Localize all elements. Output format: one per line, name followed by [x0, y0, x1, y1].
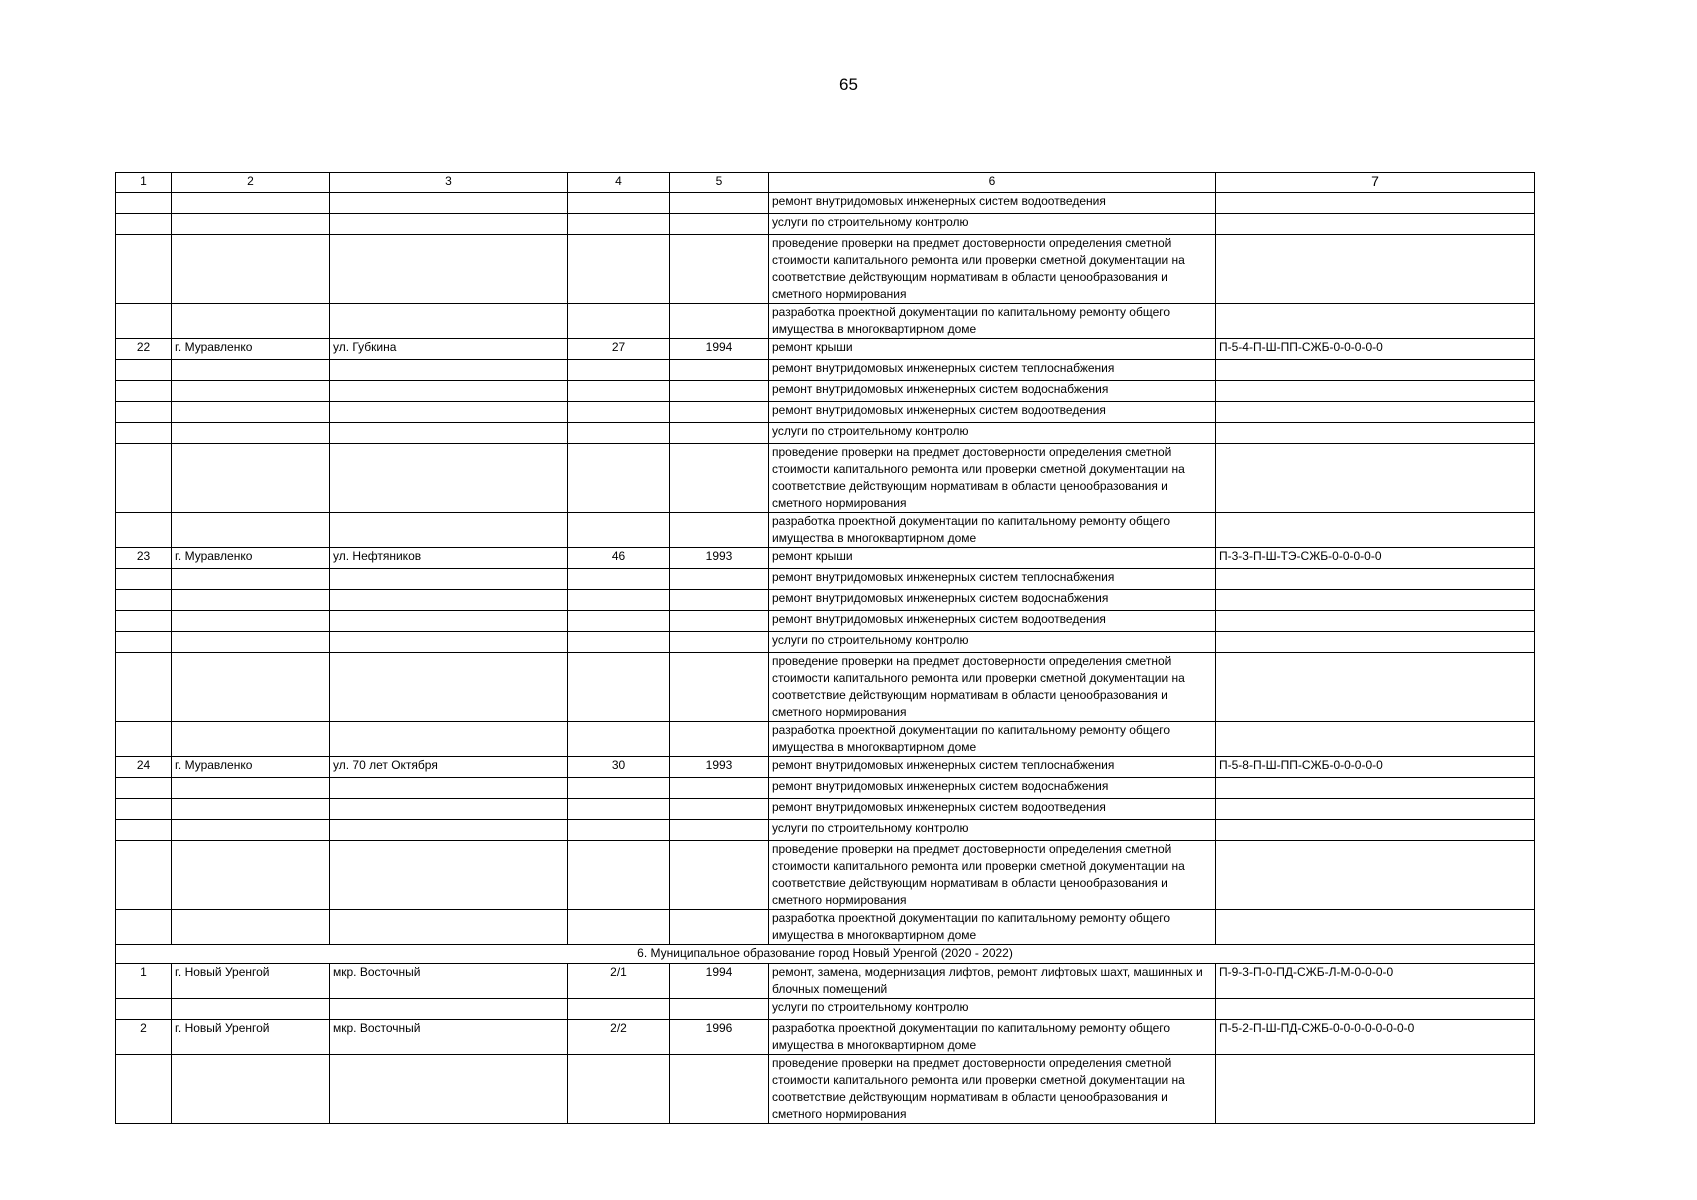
cell-year-built [670, 214, 769, 235]
cell-work-type: проведение проверки на предмет достоверности определения сметной стоимости капитального ремонта или проверки сметной документации на соответствие действующим нормативам в области ценообразования и сметного нормирования [769, 653, 1216, 722]
cell-row-number [116, 569, 172, 590]
table-row [116, 235, 1535, 304]
cell-row-number [116, 304, 172, 339]
cell-city [172, 632, 330, 653]
cell-row-number [116, 193, 172, 214]
table-row [116, 632, 1535, 653]
cell-city: г. Новый Уренгой [172, 1020, 330, 1055]
cell-row-number [116, 722, 172, 757]
cell-house-number [568, 402, 670, 423]
table-row [116, 444, 1535, 513]
cell-building-code [1216, 304, 1535, 339]
cell-year-built [670, 799, 769, 820]
cell-street: мкр. Восточный [330, 964, 568, 999]
header-col-3: 3 [330, 173, 568, 193]
cell-work-type: услуги по строительному контролю [769, 820, 1216, 841]
cell-street [330, 193, 568, 214]
table-row [116, 611, 1535, 632]
cell-year-built [670, 722, 769, 757]
cell-house-number [568, 632, 670, 653]
cell-street [330, 569, 568, 590]
cell-city [172, 999, 330, 1020]
cell-city: г. Новый Уренгой [172, 964, 330, 999]
cell-building-code [1216, 653, 1535, 722]
cell-row-number [116, 444, 172, 513]
cell-street [330, 653, 568, 722]
cell-year-built [670, 841, 769, 910]
cell-work-type: ремонт внутридомовых инженерных систем водоотведения [769, 193, 1216, 214]
cell-year-built [670, 569, 769, 590]
table-row [116, 381, 1535, 402]
cell-row-number [116, 1055, 172, 1124]
cell-work-type: ремонт внутридомовых инженерных систем водоотведения [769, 611, 1216, 632]
table-row [116, 513, 1535, 548]
cell-building-code [1216, 820, 1535, 841]
cell-building-code [1216, 402, 1535, 423]
cell-street [330, 1055, 568, 1124]
header-row [116, 173, 1535, 193]
cell-building-code: П-5-4-П-Ш-ПП-СЖБ-0-0-0-0-0 [1216, 339, 1535, 360]
cell-street [330, 381, 568, 402]
cell-house-number [568, 653, 670, 722]
cell-house-number [568, 360, 670, 381]
cell-street: мкр. Восточный [330, 1020, 568, 1055]
cell-city [172, 513, 330, 548]
cell-street [330, 778, 568, 799]
cell-year-built [670, 910, 769, 945]
cell-building-code: П-3-3-П-Ш-ТЭ-СЖБ-0-0-0-0-0 [1216, 548, 1535, 569]
table-row [116, 548, 1535, 569]
cell-house-number [568, 799, 670, 820]
table-row [116, 590, 1535, 611]
cell-row-number [116, 799, 172, 820]
cell-work-type: ремонт внутридомовых инженерных систем водоотведения [769, 799, 1216, 820]
cell-building-code [1216, 569, 1535, 590]
cell-street [330, 214, 568, 235]
cell-city [172, 304, 330, 339]
cell-street [330, 632, 568, 653]
cell-year-built: 1993 [670, 548, 769, 569]
cell-year-built [670, 999, 769, 1020]
cell-city [172, 653, 330, 722]
table-body [116, 193, 1535, 1124]
cell-row-number [116, 235, 172, 304]
cell-street: ул. Губкина [330, 339, 568, 360]
cell-building-code [1216, 778, 1535, 799]
table-row [116, 757, 1535, 778]
cell-row-number [116, 841, 172, 910]
cell-row-number [116, 778, 172, 799]
cell-year-built [670, 444, 769, 513]
cell-house-number [568, 999, 670, 1020]
cell-building-code [1216, 722, 1535, 757]
cell-house-number: 2/1 [568, 964, 670, 999]
cell-year-built [670, 381, 769, 402]
cell-year-built: 1993 [670, 757, 769, 778]
cell-house-number [568, 193, 670, 214]
cell-street [330, 360, 568, 381]
table-row [116, 799, 1535, 820]
cell-row-number [116, 611, 172, 632]
table-row [116, 402, 1535, 423]
cell-house-number [568, 820, 670, 841]
cell-work-type: ремонт, замена, модернизация лифтов, ремонт лифтовых шахт, машинных и блочных помещений [769, 964, 1216, 999]
cell-house-number [568, 841, 670, 910]
cell-work-type: ремонт крыши [769, 548, 1216, 569]
cell-house-number [568, 235, 670, 304]
cell-house-number [568, 611, 670, 632]
table-row [116, 722, 1535, 757]
cell-work-type: разработка проектной документации по капитальному ремонту общего имущества в многоквартирном доме [769, 513, 1216, 548]
cell-year-built [670, 653, 769, 722]
cell-building-code [1216, 193, 1535, 214]
cell-work-type: ремонт внутридомовых инженерных систем водоснабжения [769, 590, 1216, 611]
table-row [116, 910, 1535, 945]
cell-row-number [116, 214, 172, 235]
cell-work-type: ремонт крыши [769, 339, 1216, 360]
cell-year-built [670, 402, 769, 423]
cell-house-number [568, 590, 670, 611]
cell-row-number [116, 423, 172, 444]
cell-building-code [1216, 799, 1535, 820]
cell-work-type: разработка проектной документации по капитальному ремонту общего имущества в многоквартирном доме [769, 910, 1216, 945]
cell-work-type: разработка проектной документации по капитальному ремонту общего имущества в многоквартирном доме [769, 304, 1216, 339]
table-row [116, 569, 1535, 590]
cell-street [330, 910, 568, 945]
section-header-row [116, 945, 1535, 964]
cell-year-built [670, 304, 769, 339]
cell-year-built [670, 1055, 769, 1124]
cell-work-type: услуги по строительному контролю [769, 632, 1216, 653]
cell-building-code [1216, 841, 1535, 910]
cell-row-number: 1 [116, 964, 172, 999]
cell-work-type: услуги по строительному контролю [769, 214, 1216, 235]
cell-building-code [1216, 910, 1535, 945]
cell-street: ул. Нефтяников [330, 548, 568, 569]
cell-row-number [116, 590, 172, 611]
cell-house-number [568, 569, 670, 590]
cell-house-number [568, 513, 670, 548]
cell-building-code: П-5-8-П-Ш-ПП-СЖБ-0-0-0-0-0 [1216, 757, 1535, 778]
cell-work-type: проведение проверки на предмет достоверности определения сметной стоимости капитального ремонта или проверки сметной документации на соответствие действующим нормативам в области ценообразования и сметного нормирования [769, 235, 1216, 304]
table-row [116, 653, 1535, 722]
table-row [116, 339, 1535, 360]
cell-year-built [670, 611, 769, 632]
cell-year-built [670, 235, 769, 304]
cell-house-number [568, 214, 670, 235]
cell-city [172, 590, 330, 611]
cell-city [172, 778, 330, 799]
cell-work-type: ремонт внутридомовых инженерных систем теплоснабжения [769, 757, 1216, 778]
cell-work-type: ремонт внутридомовых инженерных систем водоснабжения [769, 778, 1216, 799]
header-col-7: 7 [1216, 173, 1535, 193]
cell-street [330, 999, 568, 1020]
cell-city [172, 910, 330, 945]
cell-year-built [670, 778, 769, 799]
cell-building-code [1216, 590, 1535, 611]
cell-city [172, 381, 330, 402]
cell-city [172, 193, 330, 214]
cell-year-built [670, 193, 769, 214]
table-row [116, 360, 1535, 381]
cell-work-type: ремонт внутридомовых инженерных систем теплоснабжения [769, 569, 1216, 590]
cell-year-built: 1994 [670, 339, 769, 360]
table-row [116, 778, 1535, 799]
cell-building-code [1216, 423, 1535, 444]
cell-city [172, 569, 330, 590]
capital-repair-table [115, 172, 1535, 1124]
cell-house-number [568, 1055, 670, 1124]
cell-row-number [116, 360, 172, 381]
cell-row-number [116, 513, 172, 548]
cell-city [172, 423, 330, 444]
cell-street [330, 590, 568, 611]
header-col-6: 6 [769, 173, 1216, 193]
table-row [116, 1020, 1535, 1055]
cell-street: ул. 70 лет Октября [330, 757, 568, 778]
cell-street [330, 722, 568, 757]
cell-work-type: ремонт внутридомовых инженерных систем теплоснабжения [769, 360, 1216, 381]
cell-building-code [1216, 1055, 1535, 1124]
cell-house-number: 2/2 [568, 1020, 670, 1055]
cell-street [330, 611, 568, 632]
cell-city [172, 820, 330, 841]
cell-city [172, 722, 330, 757]
cell-building-code: П-9-3-П-0-ПД-СЖБ-Л-М-0-0-0-0 [1216, 964, 1535, 999]
cell-year-built [670, 360, 769, 381]
cell-building-code [1216, 444, 1535, 513]
cell-year-built [670, 513, 769, 548]
table-row [116, 423, 1535, 444]
table-row [116, 820, 1535, 841]
cell-year-built [670, 632, 769, 653]
table-row [116, 841, 1535, 910]
cell-street [330, 820, 568, 841]
cell-house-number [568, 778, 670, 799]
cell-year-built: 1996 [670, 1020, 769, 1055]
cell-building-code [1216, 632, 1535, 653]
cell-street [330, 402, 568, 423]
cell-house-number [568, 381, 670, 402]
cell-row-number [116, 653, 172, 722]
cell-building-code: П-5-2-П-Ш-ПД-СЖБ-0-0-0-0-0-0-0-0 [1216, 1020, 1535, 1055]
cell-street [330, 444, 568, 513]
cell-street [330, 304, 568, 339]
cell-house-number [568, 722, 670, 757]
table-row [116, 1055, 1535, 1124]
header-col-5: 5 [670, 173, 769, 193]
cell-street [330, 799, 568, 820]
section-title: 6. Муниципальное образование город Новый Уренгой (2020 - 2022) [116, 945, 1535, 964]
cell-row-number: 24 [116, 757, 172, 778]
cell-row-number [116, 402, 172, 423]
cell-city [172, 799, 330, 820]
cell-building-code [1216, 214, 1535, 235]
cell-row-number [116, 999, 172, 1020]
header-col-2: 2 [172, 173, 330, 193]
table-row [116, 193, 1535, 214]
cell-street [330, 235, 568, 304]
cell-house-number: 27 [568, 339, 670, 360]
cell-building-code [1216, 360, 1535, 381]
cell-house-number: 46 [568, 548, 670, 569]
cell-work-type: разработка проектной документации по капитальному ремонту общего имущества в многоквартирном доме [769, 722, 1216, 757]
cell-city [172, 444, 330, 513]
table-row [116, 304, 1535, 339]
cell-city [172, 360, 330, 381]
cell-city [172, 1055, 330, 1124]
cell-city: г. Муравленко [172, 757, 330, 778]
cell-street [330, 423, 568, 444]
cell-work-type: проведение проверки на предмет достоверности определения сметной стоимости капитального ремонта или проверки сметной документации на соответствие действующим нормативам в области ценообразования и сметного нормирования [769, 444, 1216, 513]
cell-city [172, 235, 330, 304]
cell-work-type: услуги по строительному контролю [769, 999, 1216, 1020]
cell-work-type: проведение проверки на предмет достоверности определения сметной стоимости капитального ремонта или проверки сметной документации на соответствие действующим нормативам в области ценообразования и сметного нормирования [769, 841, 1216, 910]
cell-year-built [670, 590, 769, 611]
header-col-1: 1 [116, 173, 172, 193]
cell-city [172, 402, 330, 423]
cell-work-type: ремонт внутридомовых инженерных систем водоотведения [769, 402, 1216, 423]
cell-house-number: 30 [568, 757, 670, 778]
table-row [116, 214, 1535, 235]
cell-building-code [1216, 513, 1535, 548]
cell-city: г. Муравленко [172, 548, 330, 569]
cell-row-number: 22 [116, 339, 172, 360]
cell-work-type: проведение проверки на предмет достоверности определения сметной стоимости капитального ремонта или проверки сметной документации на соответствие действующим нормативам в области ценообразования и сметного нормирования [769, 1055, 1216, 1124]
cell-row-number [116, 381, 172, 402]
table-row [116, 999, 1535, 1020]
cell-street [330, 841, 568, 910]
cell-row-number [116, 632, 172, 653]
cell-city [172, 611, 330, 632]
cell-row-number: 23 [116, 548, 172, 569]
cell-house-number [568, 910, 670, 945]
cell-house-number [568, 444, 670, 513]
cell-building-code [1216, 235, 1535, 304]
cell-row-number [116, 820, 172, 841]
cell-city [172, 214, 330, 235]
cell-city [172, 841, 330, 910]
cell-year-built [670, 820, 769, 841]
cell-work-type: услуги по строительному контролю [769, 423, 1216, 444]
cell-row-number: 2 [116, 1020, 172, 1055]
page-number: 65 [839, 75, 858, 94]
cell-city: г. Муравленко [172, 339, 330, 360]
cell-building-code [1216, 611, 1535, 632]
cell-year-built [670, 423, 769, 444]
cell-building-code [1216, 999, 1535, 1020]
cell-house-number [568, 423, 670, 444]
table-row [116, 964, 1535, 999]
cell-work-type: ремонт внутридомовых инженерных систем водоснабжения [769, 381, 1216, 402]
header-col-4: 4 [568, 173, 670, 193]
cell-work-type: разработка проектной документации по капитальному ремонту общего имущества в многоквартирном доме [769, 1020, 1216, 1055]
cell-year-built: 1994 [670, 964, 769, 999]
cell-building-code [1216, 381, 1535, 402]
cell-street [330, 513, 568, 548]
cell-house-number [568, 304, 670, 339]
cell-row-number [116, 910, 172, 945]
